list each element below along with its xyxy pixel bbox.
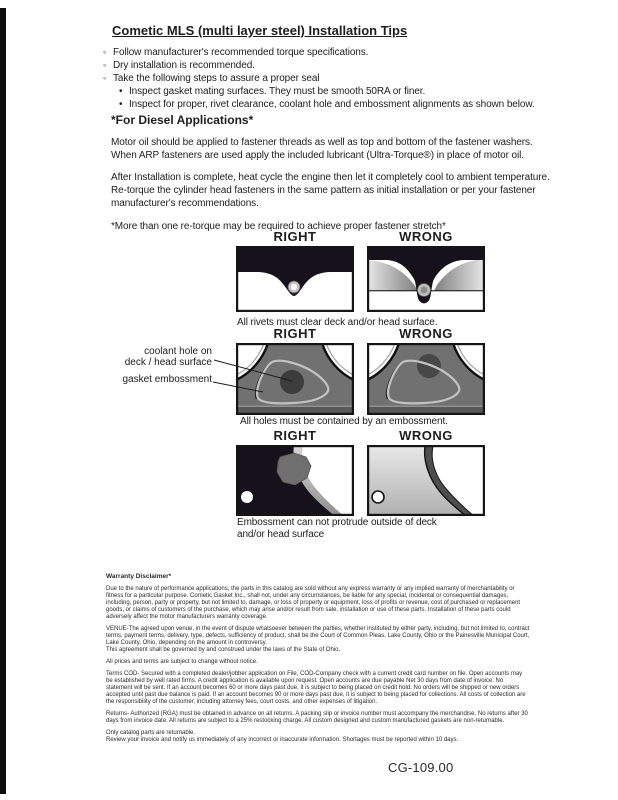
paragraph: Review your invoice and notify us immediately of any incorrect or inaccurate information. Shortages must be reported within 10 days. [106,737,459,743]
fig2-right-label: RIGHT [273,326,317,341]
list-item-label: Dry installation is recommended. [113,60,255,71]
fig3-wrong-label: WRONG [399,428,453,443]
gasket-embossment-annotation: gasket embossment [122,374,212,385]
fig1-wrong-label: WRONG [399,229,453,244]
dot-bullet-icon: • [119,86,123,97]
dot-bullet-icon: • [119,99,123,110]
circle-bullet-icon: ◦ [103,47,107,57]
warranty-heading: Warranty Disclaimer* [106,573,172,580]
fig3-wrong-diagram [367,445,485,516]
paragraph: Only catalog parts are returnable. [106,730,196,736]
coolant-hole [280,370,304,394]
list-item-label: Inspect gasket mating surfaces. They must be smooth 50RA or finer. [129,86,426,97]
paragraph: After Installation is complete, heat cycle the engine then let it completely cool to ambient temperature. Re-torque the cylinder head fasteners in the same pattern as initial installation or per your fastener manufacturer's recommendations. [111,172,550,209]
paragraph: Terms COD- Secured with a completed dealer/jobber application on File, COD-Company check with a current credit card number on file. Open accounts may be established by well rated firms. A credit application is available upon request. Open accounts are due payable Net 30 days from date of invoice. No statement will be sent. If an account becomes 60 or more days past due, it is subject to being placed on credit hold. No orders will be shipped or new orders accepted until past due balance is paid. If an account becomes 90 or more days past due, it is subject to being placed for collections. All costs of collection are the responsibility of the customer, including attorney fees, court costs, and other expenses of litigation. [106,671,526,705]
fig3-caption-line2: and/or head surface [237,529,325,540]
list-item-label: Inspect for proper, rivet clearance, coolant hole and embossment alignments as shown below. [129,99,535,110]
page-title: Cometic MLS (multi layer steel) Installation Tips [112,23,408,38]
bolt-hole [241,491,253,503]
fig3-right-label: RIGHT [273,428,317,443]
paragraph: VENUE-The agreed upon venue, in the event of dispute whatsoever between the parties, whether instituted by either party, including, but not limited to, contract terms, payment terms, delivery, type, defects, sufficiency of product, shall be the Court of Common Pleas, Lake County, Ohio or the Painesville Municipal Court, Lake County, Ohio, depending on the amount in controversy. [106,626,530,646]
circle-bullet-icon: ◦ [103,60,107,70]
paragraph: Motor oil should be applied to fastener threads as well as top and bottom of the fastener washers. When ARP fasteners are used apply the included lubricant (Ultra-Torque®) in place of motor oil. [111,136,533,161]
coolant-hole-annotation: coolant hole on deck / head surface [124,346,212,368]
fig1-wrong-diagram [367,246,485,312]
fig1-caption: All rivets must clear deck and/or head surface. [237,317,438,328]
coolant-hole [417,354,441,378]
paragraph: Returns- Authorized (RGA) must be obtained in advance on all returns. A packing slip or invoice number must accompany the merchandise. No returns after 30 days from invoice date. All returns are subject to a 25% restocking charge. All custom designed and custom manufactured gaskets are non-returnable. [106,711,528,724]
warranty-disclaimer-section [106,573,530,749]
list-item-label: Take the following steps to assure a proper seal [113,73,320,84]
paragraph: Due to the nature of performance applications, the parts in this catalog are sold without any express warranty or any implied warranty of merchantability or fitness for a particular purpose. Cometic Gasket Inc., shall not, under any circumstances, be liable for any special, incidental or consequential damages, including, person, party or property, but not limited to, damage, or loss of property or equipment, loss of profits or revenue, cost of purchased or replacement goods, or claims of customers of the purchase, which may arise and/or result from sale, installation or use of these parts. Installation of these parts could adversely affect the motor manufacturers warranty coverage. [106,586,521,620]
fig2-wrong-diagram [367,343,485,415]
fig1-right-diagram [236,246,354,312]
fig1-right-label: RIGHT [273,229,317,244]
fig2-caption: All holes must be contained by an embossment. [240,416,448,427]
section-heading: *For Diesel Applications* [111,113,254,127]
circle-bullet-icon: ◦ [103,73,107,83]
list-item-label: Follow manufacturer's recommended torque specifications. [113,47,369,58]
paragraph: This agreement shall be governed by and construed under the laws of the State of Ohio. [106,647,341,653]
bolt-hole [372,491,384,503]
fig2-wrong-label: WRONG [399,326,453,341]
retorque-note: *More than one re-torque may be required to achieve proper fastener stretch* [111,220,446,232]
fig2-right-diagram [236,343,354,415]
document-number: CG-109.00 [388,760,454,775]
fig3-caption-line1: Embossment can not protrude outside of deck [237,517,437,528]
fig3-right-diagram [236,445,354,516]
paragraph: All prices and terms are subject to change without notice. [106,659,258,665]
